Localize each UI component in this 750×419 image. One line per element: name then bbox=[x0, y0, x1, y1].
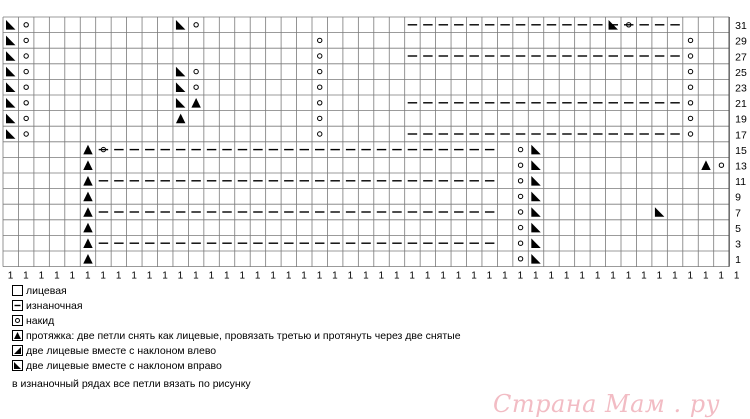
footer-note: в изнаночный рядах все петли вязать по рисунку bbox=[12, 378, 251, 390]
stitch-count-label: 1 bbox=[301, 270, 307, 280]
stitch-count-label: 1 bbox=[733, 270, 740, 280]
stitch-count-label: 1 bbox=[54, 270, 60, 280]
k2tog-right-icon bbox=[6, 82, 15, 92]
yarn-over-icon bbox=[688, 116, 692, 120]
knit-symbol-icon bbox=[12, 285, 23, 296]
stitch-count-label: 1 bbox=[84, 270, 91, 280]
legend-label: накид bbox=[26, 314, 55, 327]
legend-label: две лицевые вместе с наклоном влево bbox=[26, 344, 217, 357]
legend-item-central-decrease bbox=[12, 328, 461, 343]
yarn-over-icon bbox=[194, 69, 198, 73]
k2tog-right-icon bbox=[6, 36, 15, 46]
stitch-count-label: 1 bbox=[563, 270, 570, 280]
k2tog-left-icon bbox=[83, 238, 92, 248]
yarn-over-icon bbox=[518, 225, 522, 229]
stitch-count-label: 1 bbox=[610, 270, 616, 280]
k2tog-left-icon bbox=[83, 223, 92, 233]
k2tog-left-icon bbox=[83, 145, 92, 155]
k2tog-right-icon bbox=[176, 20, 185, 30]
row-number: 7 bbox=[735, 207, 741, 220]
stitch-count-label: 1 bbox=[378, 270, 385, 280]
stitch-count-label: 1 bbox=[131, 270, 137, 280]
yarn-over-icon bbox=[318, 101, 322, 105]
stitch-count-label: 1 bbox=[548, 270, 555, 280]
yarn-over-icon bbox=[719, 163, 723, 167]
stitch-count-label: 1 bbox=[285, 270, 292, 280]
k2tog-right-icon bbox=[176, 82, 185, 92]
legend-label: протяжка: две петли снять как лицевые, провязать третью и протянуть через две снятые bbox=[26, 329, 461, 342]
yarn-over-icon bbox=[24, 132, 28, 136]
k2tog-right-icon bbox=[531, 160, 540, 170]
stitch-count-label: 1 bbox=[533, 270, 539, 280]
stitch-count-label: 1 bbox=[440, 270, 446, 280]
stitch-count-label: 1 bbox=[656, 270, 663, 280]
k2tog-right-icon bbox=[531, 176, 540, 186]
stitch-count-label: 1 bbox=[193, 270, 199, 280]
row-number: 15 bbox=[735, 144, 747, 157]
k2tog-left-icon bbox=[191, 98, 200, 108]
stitch-count-label: 1 bbox=[69, 270, 76, 280]
k2tog-left-icon bbox=[83, 160, 92, 170]
yarn-over-icon bbox=[518, 210, 522, 214]
row-number: 27 bbox=[735, 51, 747, 64]
stitch-count-label: 1 bbox=[177, 270, 184, 280]
central-double-decrease-icon bbox=[12, 330, 23, 341]
k2tog-right-icon bbox=[176, 98, 185, 108]
stitch-count-label: 1 bbox=[224, 270, 230, 280]
yarn-over-icon bbox=[24, 85, 28, 89]
k2tog-right-icon bbox=[531, 254, 540, 264]
k2tog-right-icon bbox=[531, 192, 540, 202]
k2tog-left-icon bbox=[176, 114, 185, 124]
legend bbox=[12, 283, 461, 373]
legend-item-yarn-over bbox=[12, 313, 461, 328]
stitch-count-label: 1 bbox=[239, 270, 246, 280]
yarn-over-icon bbox=[24, 38, 28, 42]
stitch-count-label: 1 bbox=[486, 270, 493, 280]
yarn-over-icon bbox=[518, 194, 522, 198]
k2tog-left-icon bbox=[83, 207, 92, 217]
row-number: 9 bbox=[735, 191, 741, 204]
stitch-count-label: 1 bbox=[641, 270, 647, 280]
yarn-over-icon bbox=[194, 85, 198, 89]
row-number: 1 bbox=[735, 254, 741, 267]
yarn-over-icon bbox=[518, 257, 522, 261]
stitch-count-label: 1 bbox=[502, 270, 508, 280]
stitch-count-label: 1 bbox=[23, 270, 29, 280]
stitch-count-label: 1 bbox=[672, 270, 678, 280]
stitch-count-label: 1 bbox=[594, 270, 601, 280]
k2tog-left-icon bbox=[701, 160, 710, 170]
stitch-count-label: 1 bbox=[393, 270, 400, 280]
stitch-count-label: 1 bbox=[687, 270, 694, 280]
k2tog-left-icon bbox=[83, 254, 92, 264]
yarn-over-icon bbox=[518, 241, 522, 245]
stitch-count-label: 1 bbox=[332, 270, 338, 280]
stitch-count-label: 1 bbox=[363, 270, 369, 280]
stitch-count-label: 1 bbox=[254, 270, 261, 280]
k2tog-right-icon bbox=[6, 129, 15, 139]
k2tog-right-icon bbox=[531, 145, 540, 155]
legend-item-knit bbox=[12, 283, 461, 298]
yarn-over-symbol-icon bbox=[12, 315, 23, 326]
stitch-count-label: 1 bbox=[208, 270, 215, 280]
row-number: 29 bbox=[735, 35, 747, 48]
yarn-over-icon bbox=[318, 85, 322, 89]
yarn-over-icon bbox=[24, 23, 28, 27]
stitch-count-label: 1 bbox=[7, 270, 14, 280]
legend-item-purl bbox=[12, 298, 461, 313]
purl-symbol-icon bbox=[12, 300, 23, 311]
yarn-over-icon bbox=[24, 116, 28, 120]
stitch-count-label: 1 bbox=[270, 270, 276, 280]
stitch-count-label: 1 bbox=[625, 270, 632, 280]
stitch-count-label: 1 bbox=[409, 270, 415, 280]
row-number: 21 bbox=[735, 98, 747, 111]
yarn-over-icon bbox=[688, 85, 692, 89]
row-number: 11 bbox=[735, 176, 747, 189]
stitch-count-label: 1 bbox=[38, 270, 45, 280]
stitch-count-label: 1 bbox=[471, 270, 477, 280]
yarn-over-icon bbox=[24, 69, 28, 73]
yarn-over-icon bbox=[318, 69, 322, 73]
stitch-count-label: 1 bbox=[455, 270, 462, 280]
k2tog-left-icon bbox=[83, 192, 92, 202]
stitch-count-label: 1 bbox=[702, 270, 709, 280]
k2tog-right-icon bbox=[6, 98, 15, 108]
row-number: 23 bbox=[735, 82, 747, 95]
stitch-count-label: 1 bbox=[115, 270, 122, 280]
stitch-count-label: 1 bbox=[100, 270, 106, 280]
row-number: 13 bbox=[735, 160, 747, 173]
k2tog-right-icon bbox=[6, 20, 15, 30]
k2tog-right-icon bbox=[6, 67, 15, 77]
legend-label: лицевая bbox=[26, 284, 67, 297]
stitch-count-label: 1 bbox=[517, 270, 524, 280]
row-number: 17 bbox=[735, 129, 747, 142]
yarn-over-icon bbox=[318, 38, 322, 42]
row-number: 5 bbox=[735, 222, 741, 235]
stitch-count-label: 1 bbox=[146, 270, 153, 280]
stitch-count-label: 1 bbox=[347, 270, 354, 280]
row-number: 25 bbox=[735, 66, 747, 79]
stitch-count-label: 1 bbox=[316, 270, 323, 280]
yarn-over-icon bbox=[24, 54, 28, 58]
yarn-over-icon bbox=[518, 163, 522, 167]
k2tog-right-icon bbox=[531, 207, 540, 217]
yarn-over-icon bbox=[688, 69, 692, 73]
k2tog-right-icon bbox=[6, 114, 15, 124]
k2tog-left-icon bbox=[83, 176, 92, 186]
stitch-count-label: 1 bbox=[718, 270, 724, 280]
stitch-count-label: 1 bbox=[579, 270, 585, 280]
yarn-over-icon bbox=[688, 54, 692, 58]
yarn-over-icon bbox=[518, 147, 522, 151]
row-number: 3 bbox=[735, 238, 741, 251]
yarn-over-icon bbox=[318, 132, 322, 136]
yarn-over-icon bbox=[24, 101, 28, 105]
k2tog-right-icon bbox=[531, 223, 540, 233]
yarn-over-icon bbox=[194, 23, 198, 27]
legend-item-k2tog-right bbox=[12, 358, 461, 373]
stitch-count-label: 1 bbox=[162, 270, 168, 280]
yarn-over-icon bbox=[688, 132, 692, 136]
watermark-logo: Страна Мам . ру bbox=[493, 390, 720, 418]
row-number: 31 bbox=[735, 20, 747, 33]
row-number: 19 bbox=[735, 113, 747, 126]
yarn-over-icon bbox=[688, 38, 692, 42]
legend-label: изнаночная bbox=[26, 299, 83, 312]
legend-label: две лицевые вместе с наклоном вправо bbox=[26, 359, 222, 372]
yarn-over-icon bbox=[318, 54, 322, 58]
k2tog-right-icon bbox=[12, 360, 23, 371]
yarn-over-icon bbox=[518, 179, 522, 183]
yarn-over-icon bbox=[688, 101, 692, 105]
k2tog-right-icon bbox=[6, 51, 15, 61]
k2tog-left-icon bbox=[12, 345, 23, 356]
stitch-count-label: 1 bbox=[424, 270, 431, 280]
k2tog-right-icon bbox=[655, 207, 664, 217]
yarn-over-icon bbox=[318, 116, 322, 120]
k2tog-right-icon bbox=[531, 238, 540, 248]
legend-item-k2tog-left bbox=[12, 343, 461, 358]
k2tog-right-icon bbox=[176, 67, 185, 77]
